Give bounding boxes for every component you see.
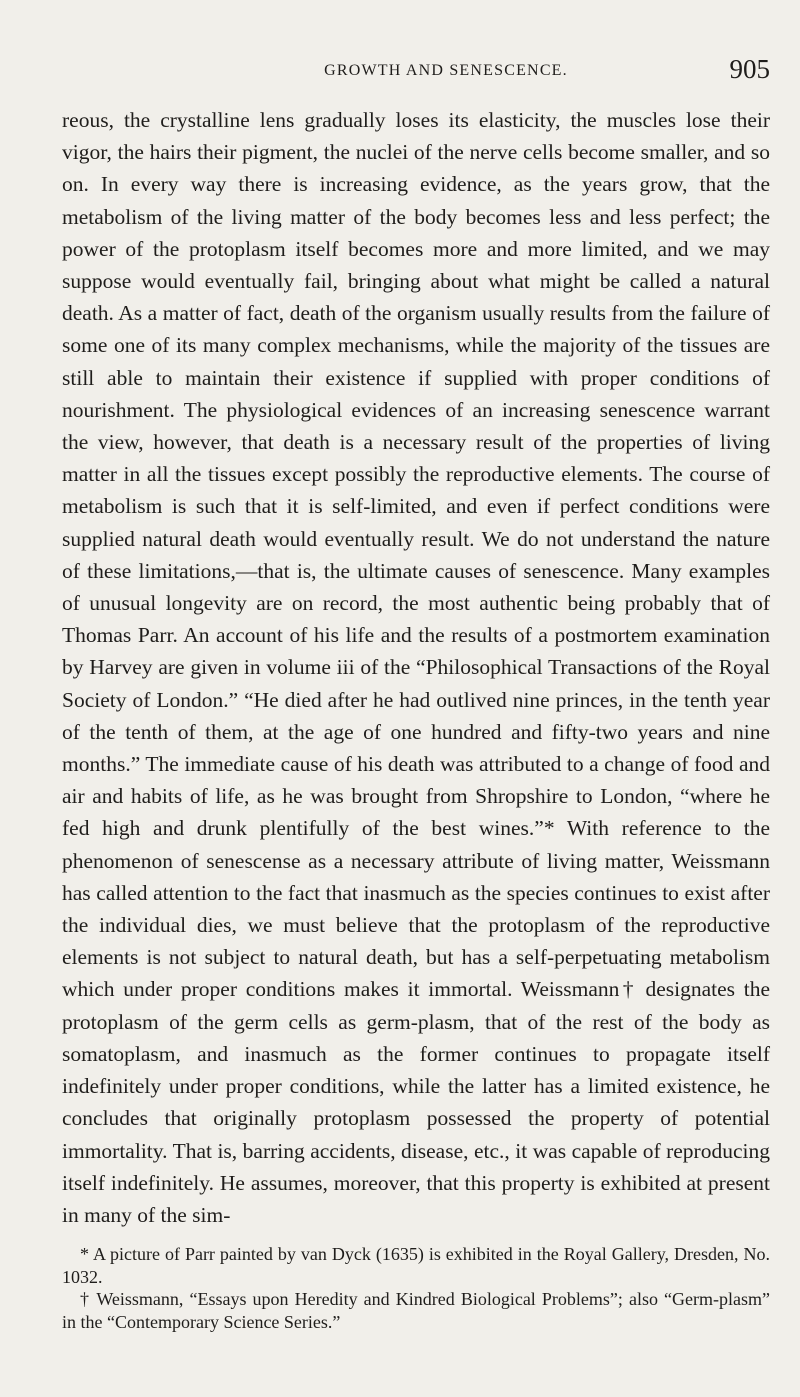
body-text: [62, 104, 770, 1231]
footnote-1: * A picture of Parr painted by van Dyck (1635) is exhibited in the Royal Gallery, Dresden, No. 1032.: [62, 1244, 770, 1287]
page-header: [62, 52, 770, 92]
running-head: GROWTH AND SENESCENCE.: [324, 62, 568, 79]
page-number: 905: [729, 54, 770, 84]
footnotes: [62, 1243, 770, 1333]
body-paragraph: reous, the crystalline lens gradually loses its elasticity, the muscles lose their vigor, the hairs their pigment, the nuclei of the nerve cells become smaller, and so on. In every way there is increasing evidence, as the years grow, that the metabolism of the living matter of the body becomes less and less perfect; the power of the protoplasm itself becomes more and more limited, and we may suppose would eventually fail, bringing about what might be called a natural death. As a matter of fact, death of the organism usually results from the failure of some one of its many complex mechanisms, while the majority of the tissues are still able to maintain their existence if supplied with proper conditions of nourishment. The physiological evidences of an increasing senescence warrant the view, however, that death is a necessary result of the properties of living matter in all the tissues except possibly the reproductive elements. The course of metabolism is such that it is self-limited, and even if perfect conditions were supplied natural death would eventually result. We do not understand the nature of these limitations,—that is, the ultimate causes of senescence. Many examples of unusual longevity are on record, the most authentic being probably that of Thomas Parr. An account of his life and the results of a postmortem examination by Harvey are given in volume iii of the “Philosophical Transactions of the Royal Society of London.” “He died after he had outlived nine princes, in the tenth year of the tenth of them, at the age of one hundred and fifty-two years and nine months.” The immediate cause of his death was attributed to a change of food and air and habits of life, as he was brought from Shropshire to London, “where he fed high and drunk plentifully of the best wines.”* With reference to the phenomenon of senescense as a necessary attribute of living matter, Weissmann has called attention to the fact that inasmuch as the species continues to exist after the individual dies, we must believe that the protoplasm of the reproductive elements is not subject to natural death, but has a self-perpetuating metabolism which under proper conditions makes it immortal. Weissmann† designates the protoplasm of the germ cells as germ-plasm, that of the rest of the body as somatoplasm, and inasmuch as the former continues to propagate itself indefinitely under proper conditions, while the latter has a limited existence, he concludes that originally protoplasm possessed the property of potential immortality. That is, barring accidents, disease, etc., it was capable of reproducing itself indefinitely. He assumes, moreover, that this property is exhibited at present in many of the sim-: [62, 108, 770, 1227]
footnote-2: † Weissmann, “Essays upon Heredity and Kindred Biological Problems”; also “Germ-plasm” in the “Contemporary Science Series.”: [62, 1289, 770, 1332]
